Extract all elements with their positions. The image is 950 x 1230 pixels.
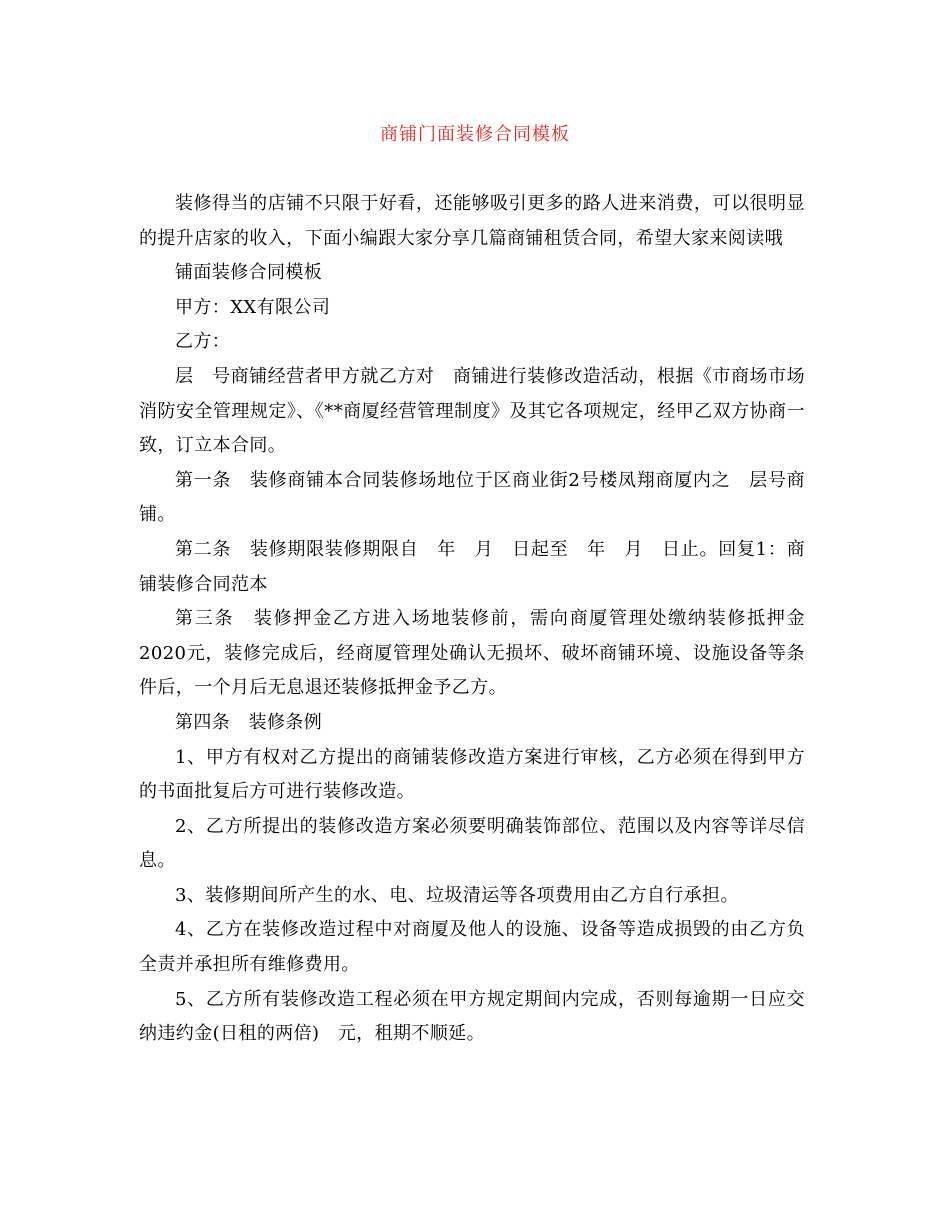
paragraph-party-b: 乙方： (175, 331, 231, 353)
paragraph-clause-2: 2、乙方所提出的装修改造方案必须要明确装饰部位、范围以及内容等详尽信息。 (139, 815, 805, 872)
paragraph-clause-3: 3、装修期间所产生的水、电、垃圾清运等各项费用由乙方自行承担。 (175, 884, 739, 906)
paragraph-party-a: 甲方：XX有限公司 (175, 296, 331, 318)
paragraph-article-1: 第一条 装修商铺本合同装修场地位于区商业街2号楼凤翔商厦内之 层号商铺。 (139, 469, 805, 526)
paragraph-article-2: 第二条 装修期限装修期限自 年 月 日起至 年 月 日止。回复1：商铺装修合同范本 (139, 538, 805, 595)
paragraph-clause-4: 4、乙方在装修改造过程中对商厦及他人的设施、设备等造成损毁的由乙方负全责并承担所有维修费用。 (139, 919, 805, 976)
paragraph-subtitle: 铺面装修合同模板 (175, 262, 323, 284)
document-title: 商铺门面装修合同模板 (380, 124, 570, 145)
paragraph-clause-1: 1、甲方有权对乙方提出的商铺装修改造方案进行审核，乙方必须在得到甲方的书面批复后方可进行装修改造。 (139, 746, 805, 803)
paragraph-article-4: 第四条 装修条例 (175, 711, 323, 733)
paragraph-article-3: 第三条 装修押金乙方进入场地装修前，需向商厦管理处缴纳装修抵押金2020元，装修完成后，经商厦管理处确认无损坏、破坏商铺环境、设施设备等条件后，一个月后无息退还装修抵押金予乙方。 (139, 608, 805, 699)
paragraph-clause-5: 5、乙方所有装修改造工程必须在甲方规定期间内完成，否则每逾期一日应交纳违约金(日租的两倍) 元，租期不顺延。 (139, 988, 805, 1045)
paragraph-preamble: 层 号商铺经营者甲方就乙方对 商铺进行装修改造活动，根据《市商场市场消防安全管理规定》、《**商厦经营管理制度》及其它各项规定，经甲乙双方协商一致，订立本合同。 (139, 365, 805, 457)
document-body (139, 187, 805, 1052)
paragraph-intro: 装修得当的店铺不只限于好看，还能够吸引更多的路人进来消费，可以很明显的提升店家的收入，下面小编跟大家分享几篇商铺租赁合同，希望大家来阅读哦 (139, 193, 805, 249)
